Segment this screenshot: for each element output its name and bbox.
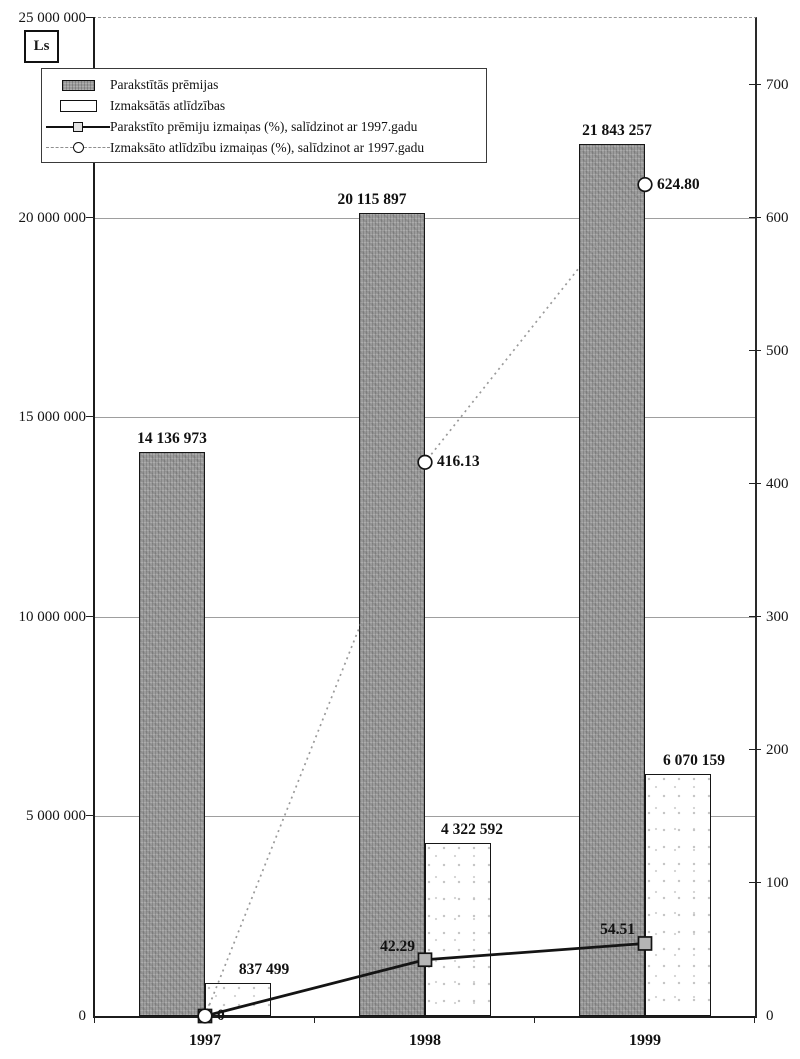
- bar-value-label: 20 115 897: [337, 190, 407, 208]
- left-axis-tick-label: 5 000 000: [26, 808, 86, 825]
- right-axis-tick-label: 0: [766, 1008, 774, 1024]
- legend-item-atlidzibas: [46, 96, 480, 117]
- legend-label: Parakstītās prēmijas: [110, 77, 219, 93]
- x-axis-category-label: 1997: [189, 1032, 221, 1049]
- right-axis-tick-label: 700: [766, 76, 789, 93]
- legend-item-premijas: [46, 75, 480, 96]
- left-axis-tick: [86, 17, 95, 18]
- circle-marker: [418, 455, 432, 469]
- bar-value-label: 4 322 592: [441, 821, 503, 839]
- legend: [41, 68, 487, 163]
- line-value-label: 624.80: [657, 175, 700, 193]
- circle-marker: [638, 178, 652, 192]
- right-axis-tick-label: 600: [766, 209, 789, 226]
- unit-box: [24, 30, 59, 63]
- legend-square-line-icon: [46, 122, 110, 132]
- x-axis-tick: [94, 1016, 95, 1023]
- line-value-label: 54.51: [600, 921, 635, 939]
- line-value-label: 0: [217, 1007, 225, 1024]
- left-axis-tick-label: 25 000 000: [18, 10, 86, 26]
- left-axis-tick-label: 20 000 000: [18, 209, 86, 226]
- x-axis-category-label: 1999: [629, 1032, 661, 1049]
- legend-item-atlidzibu-izmainas: [46, 137, 480, 158]
- right-axis-tick-label: 200: [766, 741, 789, 758]
- right-axis-tick-label: 500: [766, 342, 789, 359]
- unit-label: Ls: [33, 38, 50, 54]
- line-value-label: 42.29: [380, 937, 415, 955]
- right-axis-tick-label: 400: [766, 475, 789, 492]
- square-marker: [639, 937, 652, 950]
- line-atlidzibu-izmainas: [205, 185, 645, 1016]
- x-axis-category-label: 1998: [409, 1032, 441, 1049]
- left-axis-tick: [86, 416, 95, 417]
- line-overlay: [95, 18, 755, 1016]
- left-axis-tick-label: 0: [78, 1008, 86, 1024]
- legend-label: Izmaksāto atlīdzību izmaiņas (%), salīdzinot ar 1997.gadu: [110, 139, 425, 155]
- line-value-label: 416.13: [437, 453, 480, 471]
- left-axis-tick-label: 15 000 000: [18, 409, 86, 426]
- legend-white-bar-swatch-icon: [46, 100, 110, 112]
- x-axis-tick: [754, 1016, 755, 1023]
- left-axis-tick-label: 10 000 000: [18, 608, 86, 625]
- x-axis-tick: [534, 1016, 535, 1023]
- square-marker: [419, 953, 432, 966]
- right-axis-tick-label: 300: [766, 608, 789, 625]
- bar-value-label: 21 843 257: [582, 122, 652, 140]
- circle-marker: [198, 1009, 212, 1023]
- legend-hatched-bar-swatch-icon: [46, 80, 110, 91]
- legend-label: Parakstīto prēmiju izmaiņas (%), salīdzinot ar 1997.gadu: [110, 118, 418, 134]
- legend-circle-line-icon: [46, 142, 110, 153]
- legend-label: Izmaksātās atlīdzības: [110, 98, 226, 114]
- left-axis-tick: [86, 616, 95, 617]
- bar-value-label: 14 136 973: [137, 429, 207, 447]
- left-axis-tick: [86, 815, 95, 816]
- bar-value-label: 6 070 159: [663, 751, 725, 769]
- left-axis-tick: [86, 217, 95, 218]
- x-axis-tick: [314, 1016, 315, 1023]
- legend-item-premiju-izmainas: [46, 117, 480, 138]
- bar-value-label: 837 499: [238, 960, 290, 978]
- right-axis-tick-label: 100: [766, 874, 789, 891]
